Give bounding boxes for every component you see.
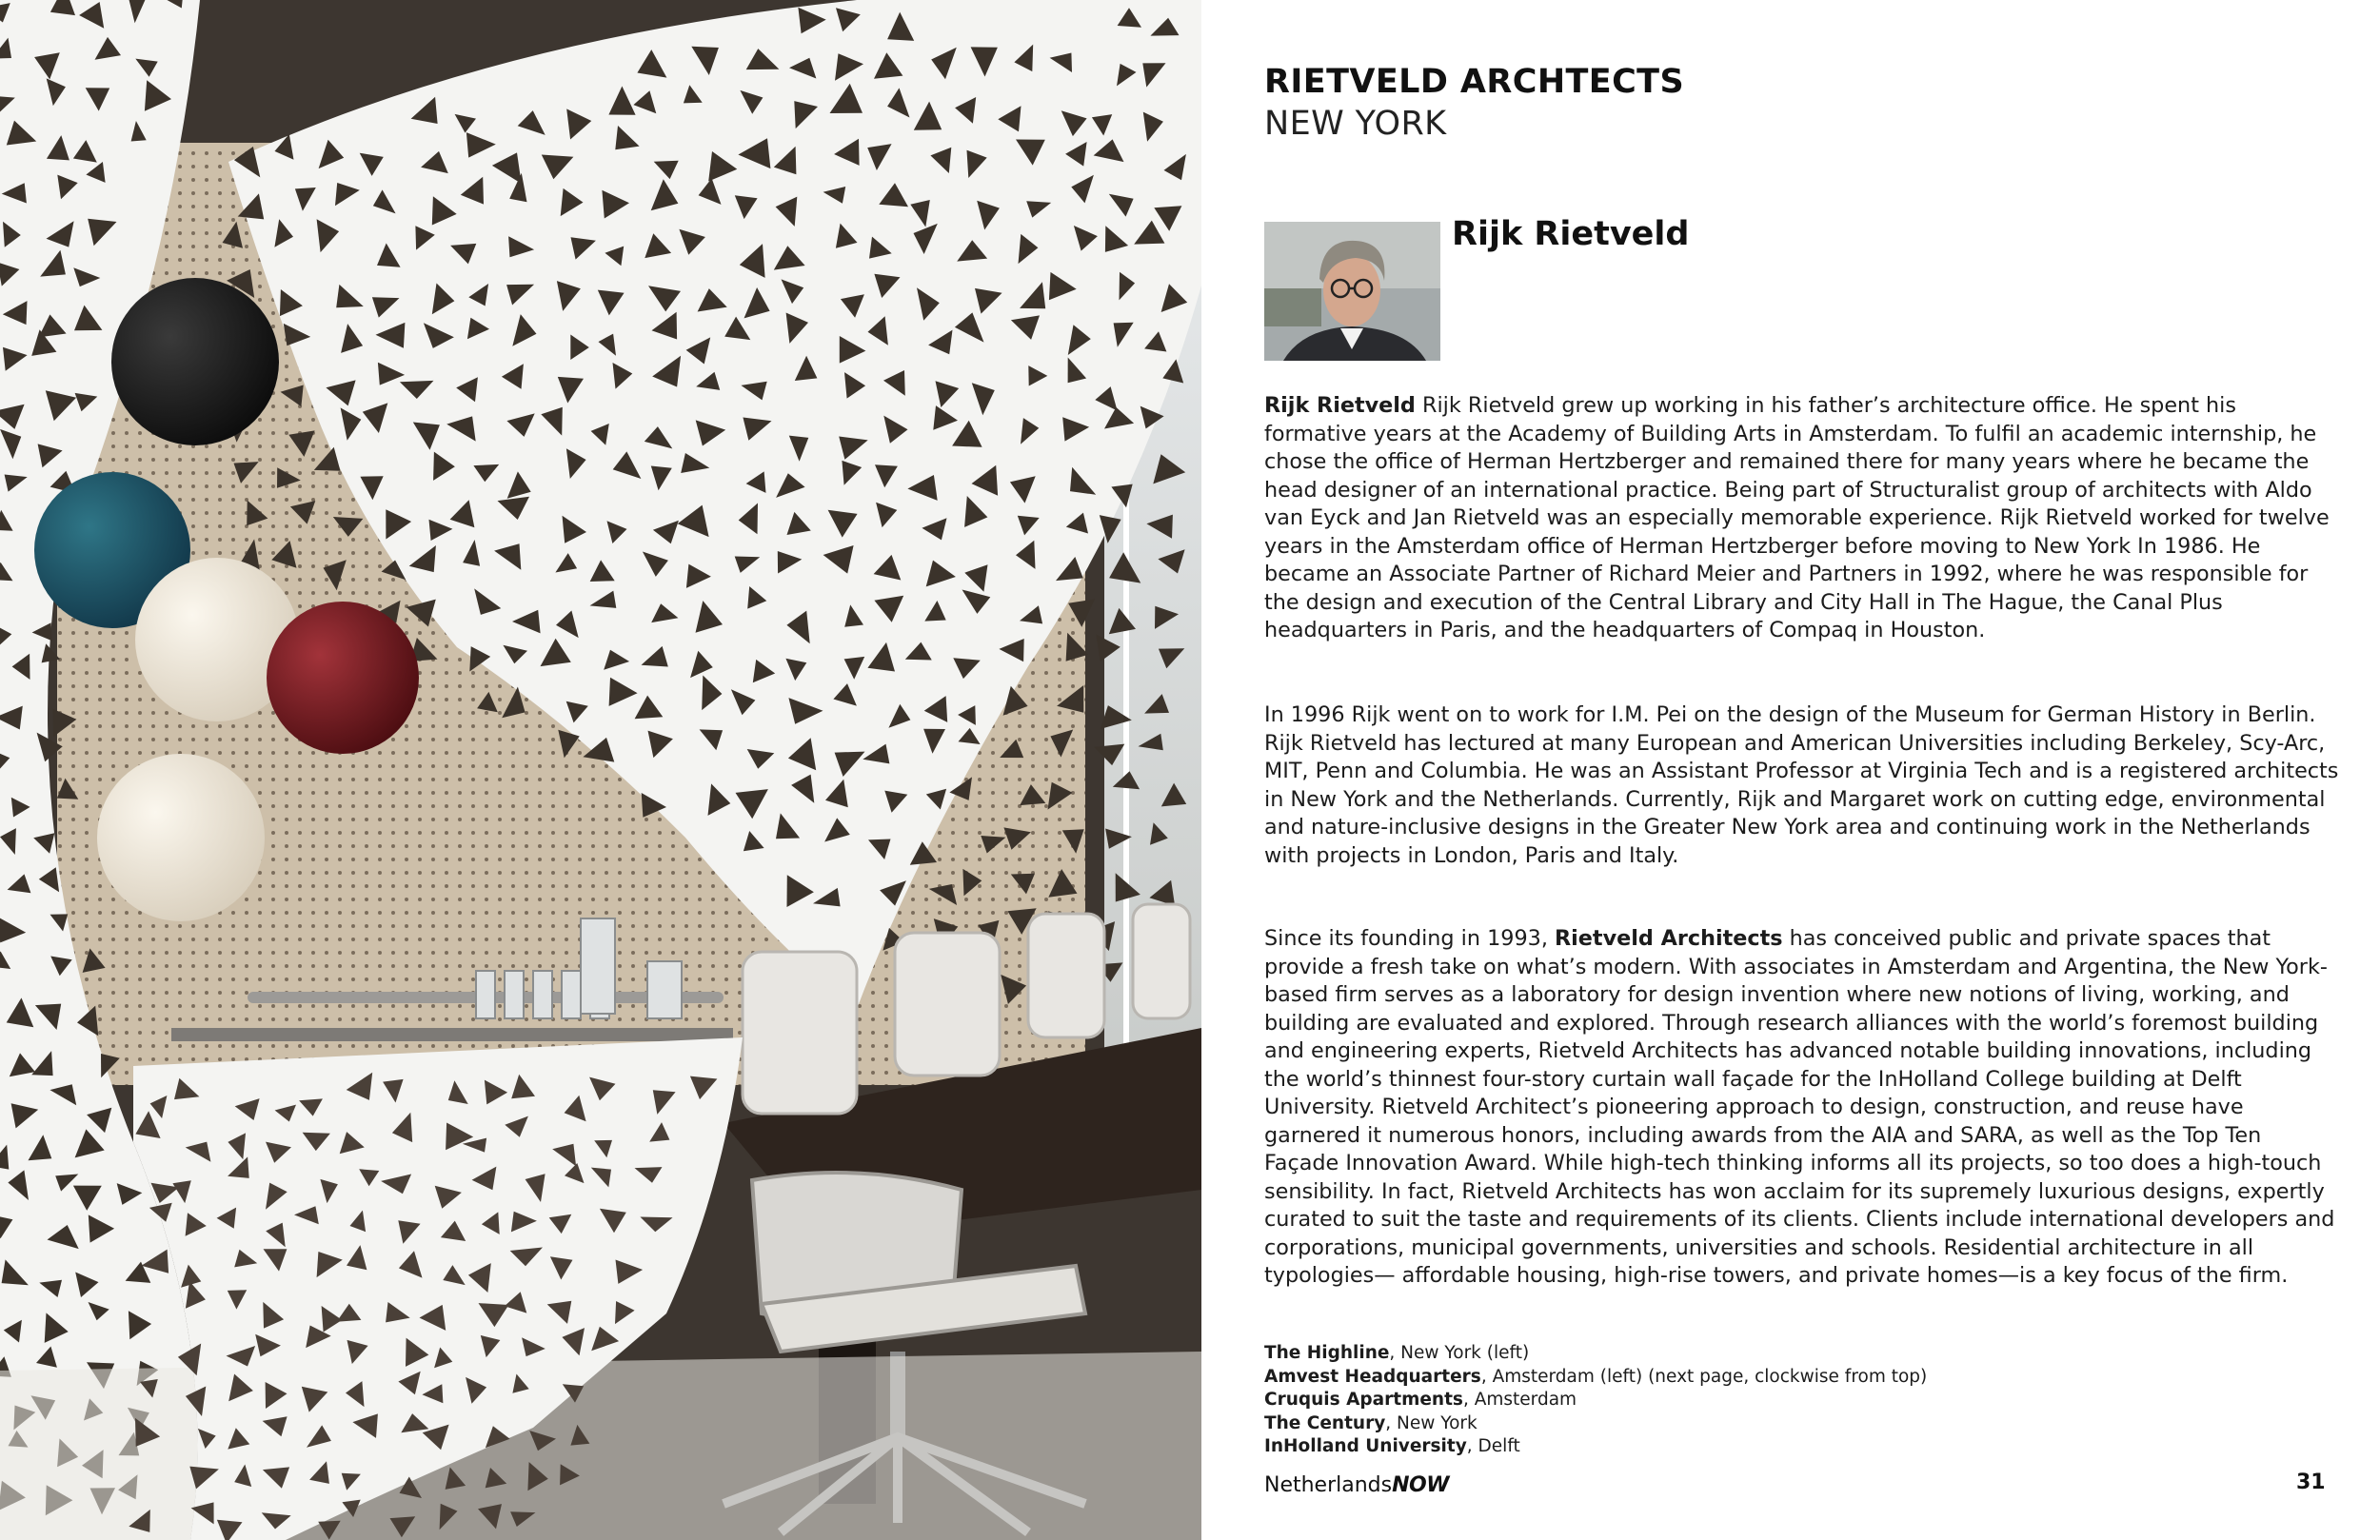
portrait-photo bbox=[1264, 222, 1440, 361]
caption-project: Amvest Headquarters bbox=[1264, 1366, 1481, 1387]
firm-title: RIETVELD ARCHTECTS bbox=[1264, 63, 1685, 101]
caption-detail: , Amsterdam bbox=[1462, 1390, 1577, 1411]
caption-line bbox=[1264, 1412, 2340, 1436]
portrait-illustration bbox=[1264, 222, 1440, 361]
caption-project: Cruquis Apartments bbox=[1264, 1390, 1463, 1411]
photo-captions bbox=[1264, 1342, 2340, 1459]
caption-detail: , Amsterdam (left) (next page, clockwise from top) bbox=[1480, 1366, 1928, 1387]
caption-line bbox=[1264, 1435, 2340, 1459]
caption-detail: , New York (left) bbox=[1389, 1343, 1530, 1363]
globe-lamp-dark bbox=[111, 278, 279, 445]
caption-project: The Highline bbox=[1264, 1343, 1390, 1363]
caption-line bbox=[1264, 1389, 2340, 1412]
caption-detail: , New York bbox=[1385, 1412, 1478, 1433]
bio-paragraph-1-text: Rijk Rietveld grew up working in his father’s architecture office. He spent his formative years at the Academy of Building Arts in Amsterdam. To fulfil an academic internship, he chose the office of Herman Hertzberger and remained there for many years where he became the head designer of an international practice. Being part of Structuralist group of architects with Aldo van Eyck and Jan Rietveld was an especially memorable experience. Rijk Rietveld worked for twelve years in the Amsterdam office of Herman Hertzberger before moving to New York In 1986. He became an Associate Partner of Richard Meier and Partners in 1992, where he was responsible for the design and execution of the Central Library and City Hall in The Hague, the Canal Plus headquarters in Paris, and the headquarters of Compaq in Houston. bbox=[1264, 393, 2330, 642]
globe-lamp-white bbox=[97, 754, 265, 921]
bio-paragraph-3-intro: Since its founding in 1993, bbox=[1264, 926, 1555, 951]
magazine-brand bbox=[1264, 1473, 1449, 1497]
firm-city: NEW YORK bbox=[1264, 105, 1447, 143]
brand-regular: Netherlands bbox=[1264, 1473, 1393, 1497]
bio-paragraph-1 bbox=[1264, 392, 2340, 645]
globe-lamp-red bbox=[267, 602, 419, 754]
bio-lead-name: Rijk Rietveld bbox=[1264, 393, 1416, 418]
caption-line bbox=[1264, 1342, 2340, 1366]
page-number: 31 bbox=[2296, 1471, 2326, 1494]
firm-name-bold: Rietveld Architects bbox=[1555, 926, 1783, 951]
caption-detail: , Delft bbox=[1466, 1436, 1520, 1457]
bio-paragraph-3-text: has conceived public and private spaces that provide a fresh take on what’s modern. With associates in Amsterdam and Argentina, the New York-based firm serves as a laboratory for design invention where new notions of living, working, and building are evaluated and explored. Through research alliances with the world’s foremost building and engineering experts, Rietveld Architects has advanced notable building innovations, including the world’s thinnest four-story curtain wall façade for the InHolland College building at Delft University. Rietveld Architect’s pioneering approach to design, construction, and reuse have garnered it numerous honors, including awards from the AIA and SARA, as well as the Top Ten Façade Innovation Award. While high-tech thinking informs all its projects, so too does a high-touch sensibility. In fact, Rietveld Architects has won acclaim for its supremely luxurious designs, expertly curated to suit the taste and requirements of its clients. Clients include international developers and corporations, municipal governments, universities and schools. Residential architecture in all typologies— affordable housing, high-rise towers, and private homes—is a key focus of the firm. bbox=[1264, 926, 2335, 1288]
caption-line bbox=[1264, 1366, 2340, 1390]
caption-project: The Century bbox=[1264, 1412, 1386, 1433]
person-name: Rijk Rietveld bbox=[1452, 215, 1690, 253]
bio-paragraph-2: In 1996 Rijk went on to work for I.M. Pei on the design of the Museum for German History in Berlin. Rijk Rietveld has lectured at many European and American Universities including Berkeley, Scy-Arc, MIT, Penn and Columbia. He was an Assistant Professor at Virginia Tech and is a registered architects in New York and the Netherlands. Currently, Rijk and Margaret work on cutting edge, environmental and nature-inclusive designs in the Greater New York area and continuing work in the Netherlands with projects in London, Paris and Italy. bbox=[1264, 702, 2339, 868]
shelf bbox=[171, 1028, 733, 1041]
caption-project: InHolland University bbox=[1264, 1436, 1467, 1457]
brand-bold: NOW bbox=[1392, 1473, 1449, 1497]
bio-paragraph-3 bbox=[1264, 925, 2340, 1291]
